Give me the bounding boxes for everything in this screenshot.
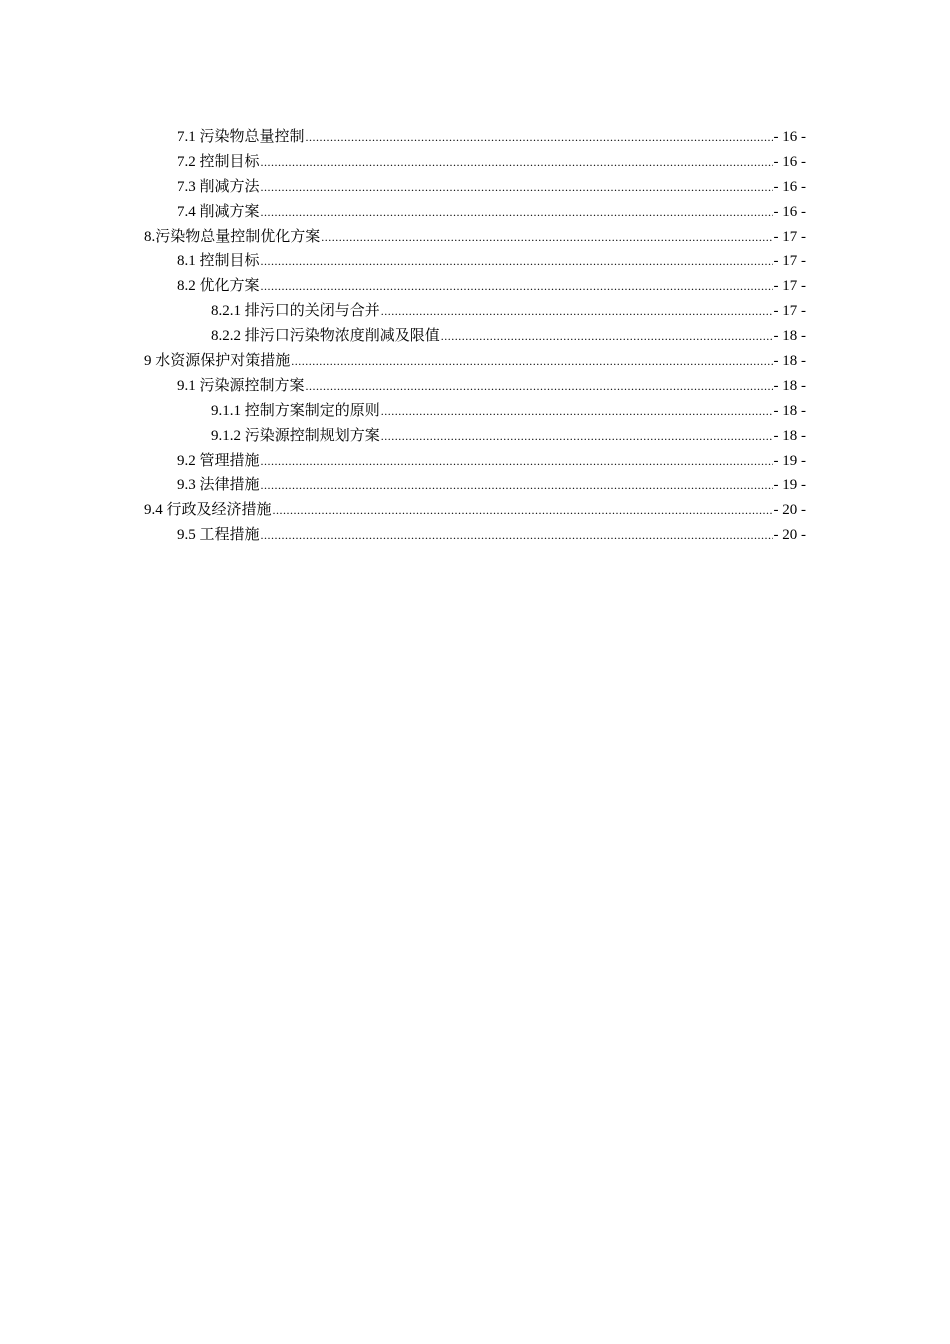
table-of-contents [144, 125, 806, 548]
toc-entry[interactable] [144, 349, 806, 374]
toc-entry-title: 9.1 污染源控制方案 [177, 377, 305, 394]
toc-entry-title: 7.1 污染物总量控制 [177, 129, 305, 145]
toc-leader-dots [261, 200, 773, 225]
toc-entry-title: 8.2.1 排污口的关闭与合并 [211, 303, 380, 320]
toc-leader-dots [321, 225, 772, 250]
toc-entry-title: 9.5 工程措施 [177, 527, 260, 544]
toc-entry-page: - 19 - [773, 477, 806, 494]
toc-leader-dots [261, 473, 773, 498]
toc-entry-title: 8.2 优化方案 [177, 278, 260, 295]
toc-entry[interactable] [144, 249, 806, 274]
toc-entry[interactable] [144, 424, 806, 449]
toc-entry-page: - 18 - [773, 402, 806, 419]
toc-entry-page: - 16 - [773, 153, 806, 170]
toc-leader-dots [381, 424, 773, 449]
toc-entry-page: - 16 - [773, 178, 806, 195]
toc-entry-page: - 20 - [773, 527, 806, 544]
toc-leader-dots [261, 449, 773, 474]
toc-entry-page: - 18 - [773, 427, 806, 444]
toc-leader-dots [261, 274, 773, 299]
toc-leader-dots [441, 324, 773, 349]
toc-entry[interactable] [144, 299, 806, 324]
toc-entry-title: 8.2.2 排污口污染物浓度削减及限值 [211, 328, 440, 345]
toc-entry-page: - 16 - [773, 203, 806, 220]
toc-entry[interactable] [144, 225, 806, 250]
toc-entry[interactable] [144, 274, 806, 299]
toc-entry-title: 9.3 法律措施 [177, 477, 260, 494]
toc-entry[interactable] [144, 449, 806, 474]
toc-entry[interactable] [144, 374, 806, 399]
toc-entry-page: - 17 - [773, 278, 806, 295]
toc-entry-page: - 17 - [773, 303, 806, 320]
toc-entry-page: - 17 - [773, 228, 806, 245]
toc-entry-title: 7.2 控制目标 [177, 153, 260, 170]
toc-leader-dots [306, 125, 773, 150]
toc-leader-dots [306, 374, 773, 399]
toc-entry-title: 7.3 削减方法 [177, 178, 260, 195]
toc-entry-title: 9.2 管理措施 [177, 452, 260, 469]
toc-leader-dots [261, 249, 773, 274]
toc-entry[interactable] [144, 473, 806, 498]
toc-leader-dots [381, 299, 773, 324]
toc-leader-dots [261, 175, 773, 200]
toc-entry-title: 9 水资源保护对策措施 [144, 353, 291, 370]
toc-entry-title: 8.1 控制目标 [177, 253, 260, 270]
toc-entry-page: - 18 - [773, 353, 806, 370]
toc-entry[interactable] [144, 125, 806, 150]
toc-leader-dots [381, 399, 773, 424]
toc-entry[interactable] [144, 399, 806, 424]
toc-leader-dots [291, 349, 772, 374]
toc-leader-dots [273, 498, 773, 523]
toc-entry-title: 8.污染物总量控制优化方案 [144, 228, 321, 245]
toc-entry-title: 7.4 削减方案 [177, 203, 260, 220]
toc-entry-page: - 19 - [773, 452, 806, 469]
toc-entry[interactable] [144, 175, 806, 200]
toc-entry-page: - 18 - [773, 377, 806, 394]
toc-leader-dots [261, 150, 773, 175]
toc-entry-title: 9.4 行政及经济措施 [144, 502, 272, 519]
toc-entry[interactable] [144, 498, 806, 523]
toc-entry-page: - 18 - [773, 328, 806, 345]
toc-entry[interactable] [144, 523, 806, 548]
toc-leader-dots [261, 523, 773, 548]
toc-entry-title: 9.1.1 控制方案制定的原则 [211, 402, 380, 419]
toc-entry-page: - 16 - [773, 129, 806, 145]
toc-entry-page: - 17 - [773, 253, 806, 270]
toc-entry[interactable] [144, 150, 806, 175]
toc-entry[interactable] [144, 324, 806, 349]
toc-entry-title: 9.1.2 污染源控制规划方案 [211, 427, 380, 444]
toc-entry-page: - 20 - [773, 502, 806, 519]
toc-entry[interactable] [144, 200, 806, 225]
